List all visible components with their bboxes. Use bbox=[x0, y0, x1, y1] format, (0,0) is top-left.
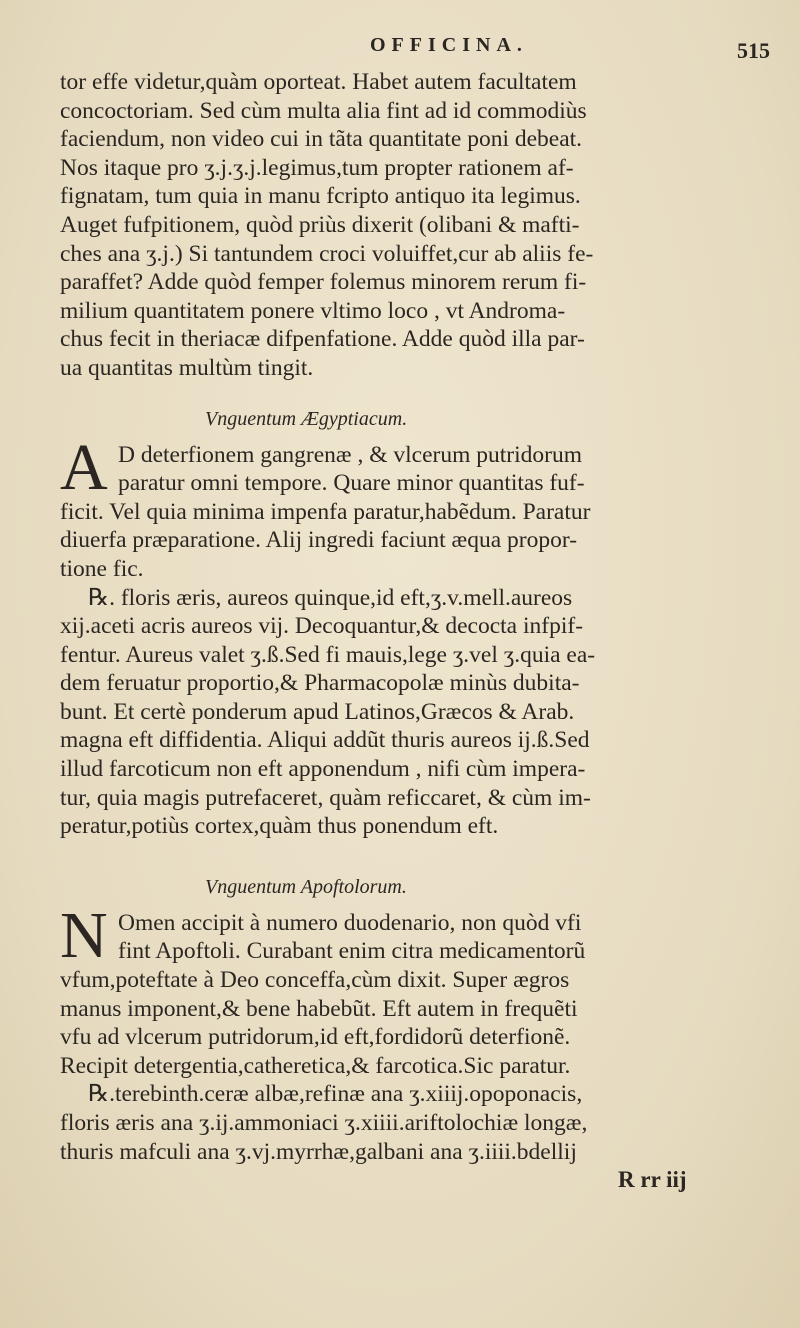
recipe-line: ℞.terebinth.ceræ albæ,refinæ ana ʒ.xiiij.opoponacis, bbox=[88, 1081, 583, 1108]
text-block bbox=[60, 68, 768, 1194]
text-line: fignatam, tum quia in manu fcripto antiquo ita legimus. bbox=[60, 183, 581, 210]
text-line: ches ana ʒ.j.) Si tantundem croci voluiffet,cur ab aliis fe- bbox=[60, 240, 594, 267]
text-line: dem feruatur proportio,& Pharmacopolæ minùs dubita- bbox=[60, 670, 580, 697]
page-number: 515 bbox=[737, 38, 770, 63]
text-line: concoctoriam. Sed cùm multa alia fint ad id commodiùs bbox=[60, 97, 587, 124]
text-line: tur, quia magis putrefaceret, quàm reficcaret, & cùm im- bbox=[60, 784, 591, 811]
text-line: peratur,potiùs cortex,quàm thus ponendum eft. bbox=[60, 813, 499, 840]
text-line: Omen accipit à numero duodenario, non quòd vfi bbox=[118, 909, 582, 936]
drop-cap: N bbox=[60, 898, 108, 972]
recipe-line: ℞. floris æris, aureos quinque,id eft,ʒ.v.mell.aureos bbox=[88, 584, 573, 611]
text-line: tor effe videtur,quàm oporteat. Habet autem facultatem bbox=[60, 69, 577, 95]
text-line: Auget fufpitionem, quòd priùs dixerit (olibani & mafti- bbox=[60, 211, 580, 238]
text-line: illud farcoticum non eft apponendum , nifi cùm impera- bbox=[60, 756, 586, 783]
section-heading: Vnguentum Apoftolorum. bbox=[205, 875, 407, 898]
text-line: fint Apoftoli. Curabant enim citra medicamentorũ bbox=[118, 938, 586, 965]
text-line: chus fecit in theriacæ difpenfatione. Adde quòd illa par- bbox=[60, 326, 585, 353]
text-line: paraffet? Adde quòd femper folemus minorem rerum fi- bbox=[60, 269, 587, 296]
drop-cap: A bbox=[60, 430, 108, 504]
text-line: vfum,poteftate à Deo conceffa,cùm dixit. Super ægros bbox=[60, 967, 570, 994]
text-line: magna eft diffidentia. Aliqui addũt thuris aureos ij.ß.Sed bbox=[60, 727, 590, 754]
running-head bbox=[0, 34, 800, 64]
text-line: bunt. Et certè ponderum apud Latinos,Græcos & Arab. bbox=[60, 698, 575, 725]
running-title: OFFICINA. bbox=[370, 34, 528, 56]
section-apostolorum bbox=[60, 898, 768, 1194]
text-line: paratur omni tempore. Quare minor quantitas fuf- bbox=[118, 470, 585, 497]
text-line: ficit. Vel quia minima impenfa paratur,habẽdum. Paratur bbox=[60, 498, 591, 525]
text-line: manus imponent,& bene habebũt. Eft autem in frequẽti bbox=[60, 995, 578, 1022]
text-line: D deterfionem gangrenæ , & vlcerum putridorum bbox=[118, 441, 582, 468]
text-line: Recipit detergentia,catheretica,& farcotica.Sic paratur. bbox=[60, 1052, 571, 1079]
text-line: ua quantitas multùm tingit. bbox=[60, 354, 314, 381]
section-continuation bbox=[60, 68, 768, 383]
section-aegyptiacum bbox=[60, 430, 768, 841]
text-line: milium quantitatem ponere vltimo loco , vt Androma- bbox=[60, 297, 566, 324]
section-heading: Vnguentum Ægyptiacum. bbox=[205, 407, 408, 430]
text-line: floris æris ana ʒ.ij.ammoniaci ʒ.xiiii.ariftolochiæ longæ, bbox=[60, 1110, 588, 1136]
text-line: diuerfa præparatione. Alij ingredi faciunt æqua propor- bbox=[60, 527, 578, 554]
text-line: Nos itaque pro ʒ.j.ʒ.j.legimus,tum propter rationem af- bbox=[60, 154, 574, 181]
text-line: tione fic. bbox=[60, 555, 144, 582]
text-line: xij.aceti acris aureos vij. Decoquantur,& decocta infpif- bbox=[60, 613, 584, 640]
text-line: faciendum, non video cui in tãta quantitate poni debeat. bbox=[60, 126, 583, 153]
text-line: fentur. Aureus valet ʒ.ß.Sed fi mauis,lege ʒ.vel ʒ.quia ea- bbox=[60, 641, 596, 668]
text-line: thuris mafculi ana ʒ.vj.myrrhæ,galbani ana ʒ.iiii.bdellij bbox=[60, 1138, 577, 1165]
text-line: vfu ad vlcerum putridorum,id eft,fordidorũ deterfionẽ. bbox=[60, 1024, 571, 1051]
signature-mark: R rr iij bbox=[618, 1167, 687, 1193]
